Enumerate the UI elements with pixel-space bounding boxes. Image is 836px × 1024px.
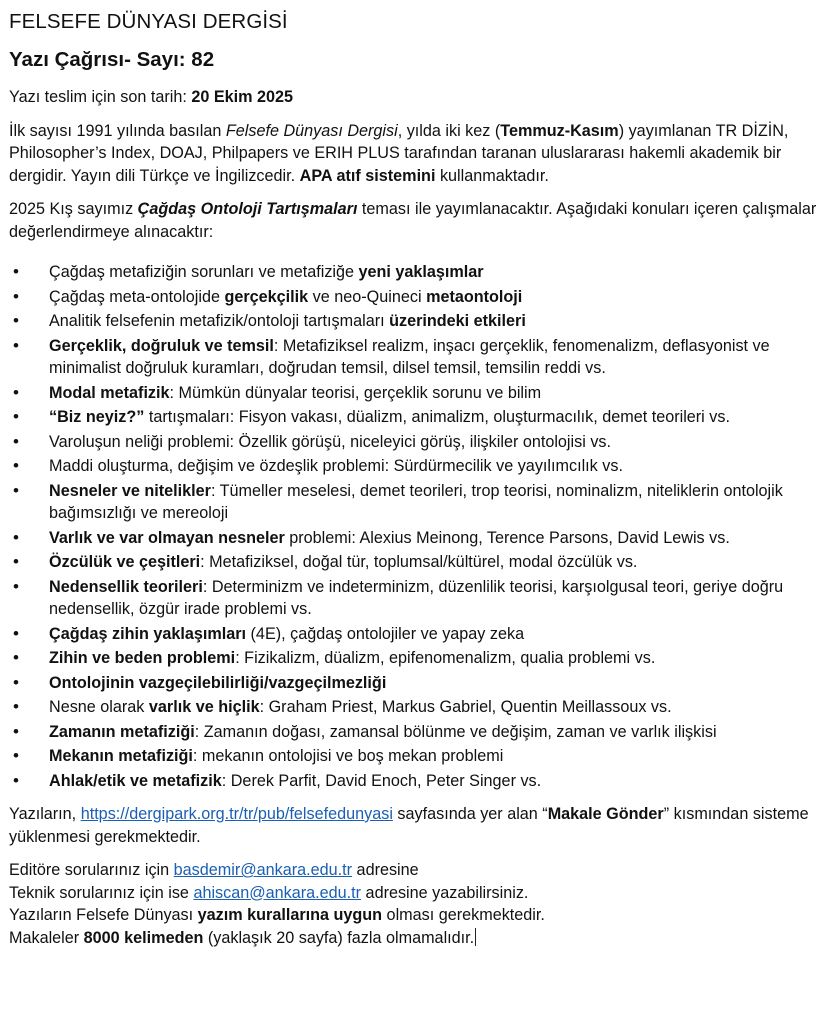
topic-item <box>9 431 831 454</box>
contact-text: adresine <box>352 861 419 879</box>
topic-text: Çağdaş metafiziğin sorunları ve metafiziğe <box>49 263 359 281</box>
topic-text: tartışmaları: Fisyon vakası, düalizm, animalizm, oluşturmacılık, demet teorileri vs. <box>144 408 730 426</box>
submission-text: ” kısmından sisteme yüklenmesi gerekmektedir. <box>9 805 809 846</box>
topic-keyword: Zamanın metafiziği <box>49 722 195 741</box>
editor-email-link[interactable]: basdemir@ankara.edu.tr <box>173 861 353 879</box>
deadline-label: Yazı teslim için son tarih: <box>9 88 192 106</box>
topic-text: Analitik felsefenin metafizik/ontoloji tartışmaları <box>49 312 390 330</box>
topic-keyword: Nedensellik teorileri <box>49 577 203 596</box>
word-limit: 8000 kelimeden <box>83 928 204 947</box>
tech-contact-line <box>9 882 831 905</box>
call-title: Yazı Çağrısı- Sayı: 82 <box>9 48 215 71</box>
intro-text: kullanmaktadır. <box>435 166 549 185</box>
length-line <box>9 927 831 950</box>
topic-text: ve neo-Quineci <box>308 287 427 306</box>
intro-text: ) yayımlanan TR DİZİN, Philosopher’s Index, DOAJ, Philpapers ve ERIH PLUS tarafından taranan uluslararası hakemli akademik bir dergidir. Yayın dili Türkçe ve İngilizcedir. <box>9 121 789 185</box>
topic-item <box>9 286 831 309</box>
topic-keyword: Mekanın metafiziği <box>49 747 193 765</box>
topic-text: : Tümeller meselesi, demet teorileri, trop teorisi, nominalizm, niteliklerin ontolojik bağımsızlığı ve mereoloji <box>49 481 783 522</box>
submission-paragraph <box>9 803 831 848</box>
topic-item <box>9 623 831 646</box>
topic-item <box>9 527 831 550</box>
publication-period: Temmuz-Kasım <box>500 121 619 140</box>
topic-keyword: Zihin ve beden problemi <box>49 649 236 667</box>
topic-text: : Metafiziksel realizm, inşacı gerçeklik, fenomenalizm, deflasyonist ve minimalist doğruluk kuramları, doğrudan temsil, dilsel temsil, temsilin reddi vs. <box>49 336 770 377</box>
intro-paragraph <box>9 120 831 188</box>
topic-item <box>9 721 831 744</box>
contact-text: Editöre sorularınız için <box>9 861 174 879</box>
topic-item <box>9 770 831 793</box>
topic-text: : Determinizm ve indeterminizm, düzenlilik teorisi, karşıolgusal teori, geriye doğru nedensellik, özgür irade problemi vs. <box>49 577 784 618</box>
submission-link[interactable]: https://dergipark.org.tr/tr/pub/felsefedunyasi <box>80 805 393 823</box>
writing-rules: yazım kurallarına uygun <box>197 906 383 924</box>
topic-item <box>9 406 831 429</box>
citation-system: APA atıf sistemini <box>299 166 436 185</box>
topic-text: Çağdaş meta-ontolojide <box>49 287 225 306</box>
topic-item <box>9 696 831 719</box>
topic-text: Maddi oluşturma, değişim ve özdeşlik problemi: Sürdürmecilik ve yayılımcılık vs. <box>49 457 623 475</box>
topic-item <box>9 551 831 574</box>
topic-text: : mekanın ontolojisi ve boş mekan problemi <box>192 747 504 765</box>
submission-text: Yazıların, <box>9 805 81 823</box>
topic-item <box>9 335 831 380</box>
topics-list <box>9 261 831 792</box>
topic-keyword: Modal metafizik <box>49 383 170 402</box>
topic-item <box>9 672 831 695</box>
topic-text: : Mümkün dünyalar teorisi, gerçeklik sorunu ve bilim <box>169 383 542 402</box>
topic-text: : Derek Parfit, David Enoch, Peter Singer vs. <box>221 771 542 790</box>
topic-keyword: varlık ve hiçlik <box>148 698 260 716</box>
contact-text: (yaklaşık 20 sayfa) fazla olmamalıdır. <box>203 928 475 947</box>
theme-name: Çağdaş Ontoloji Tartışmaları <box>137 200 358 218</box>
topic-keyword: üzerindeki etkileri <box>389 312 526 330</box>
topic-text: Nesne olarak <box>49 698 149 716</box>
topic-keyword: Varlık ve var olmayan nesneler <box>49 528 285 547</box>
topic-keyword: gerçekçilik <box>224 287 309 306</box>
topic-item <box>9 647 831 670</box>
contact-text: olması gerekmektedir. <box>382 906 545 924</box>
topic-item <box>9 261 831 284</box>
topic-text: : Fizikalizm, düalizm, epifenomenalizm, qualia problemi vs. <box>235 649 656 667</box>
topic-keyword: Ontolojinin vazgeçilebilirliği/vazgeçilmezliği <box>49 673 387 692</box>
contact-text: Teknik sorularınız için ise <box>9 883 194 902</box>
topic-item <box>9 455 831 478</box>
contact-block <box>9 859 831 949</box>
text-cursor <box>475 928 476 946</box>
theme-paragraph <box>9 198 831 243</box>
topic-keyword: Çağdaş zihin yaklaşımları <box>49 624 247 643</box>
rules-line <box>9 904 831 927</box>
topic-text: problemi: Alexius Meinong, Terence Parsons, David Lewis vs. <box>284 528 730 547</box>
intro-text: , yılda iki kez ( <box>397 121 501 140</box>
topic-keyword: Nesneler ve nitelikler <box>49 481 211 500</box>
topic-keyword: yeni yaklaşımlar <box>358 263 484 281</box>
contact-text: adresine yazabilirsiniz. <box>361 883 529 902</box>
topic-text: Varoluşun neliği problemi: Özellik görüşü, niceleyici görüş, ilişkiler ontolojisi vs. <box>49 432 612 451</box>
editor-contact-line <box>9 859 831 882</box>
contact-text: Yazıların Felsefe Dünyası <box>9 906 198 924</box>
intro-text: İlk sayısı 1991 yılında basılan <box>9 121 226 140</box>
topic-keyword: “Biz neyiz?” <box>49 408 145 426</box>
journal-name: Felsefe Dünyası Dergisi <box>225 121 398 140</box>
topic-text: : Metafiziksel, doğal tür, toplumsal/kültürel, modal özcülük vs. <box>200 553 638 571</box>
topic-item <box>9 576 831 621</box>
theme-text: 2025 Kış sayımız <box>9 200 138 218</box>
topic-item <box>9 382 831 405</box>
theme-text: teması ile yayımlanacaktır. Aşağıdaki konuları içeren çalışmalar değerlendirmeye alınacaktır: <box>9 200 817 241</box>
topic-item <box>9 745 831 768</box>
topic-keyword: Özcülük ve çeşitleri <box>49 553 201 571</box>
magazine-title: FELSEFE DÜNYASI DERGİSİ <box>9 10 288 33</box>
deadline-date: 20 Ekim 2025 <box>191 88 294 106</box>
topic-text: (4E), çağdaş ontolojiler ve yapay zeka <box>246 624 525 643</box>
topic-item <box>9 310 831 333</box>
tech-email-link[interactable]: ahiscan@ankara.edu.tr <box>193 883 362 902</box>
submit-article-label: Makale Gönder <box>547 805 664 823</box>
topic-keyword: Ahlak/etik ve metafizik <box>49 771 222 790</box>
topic-text: : Zamanın doğası, zamansal bölünme ve değişim, zaman ve varlık ilişkisi <box>194 722 717 741</box>
topic-text: : Graham Priest, Markus Gabriel, Quentin Meillassoux vs. <box>259 698 672 716</box>
topic-keyword: Gerçeklik, doğruluk ve temsil <box>49 336 274 355</box>
deadline-line <box>9 86 831 109</box>
topic-keyword: metaontoloji <box>426 287 523 306</box>
contact-text: Makaleler <box>9 928 84 947</box>
topic-item <box>9 480 831 525</box>
submission-text: sayfasında yer alan “ <box>392 805 548 823</box>
